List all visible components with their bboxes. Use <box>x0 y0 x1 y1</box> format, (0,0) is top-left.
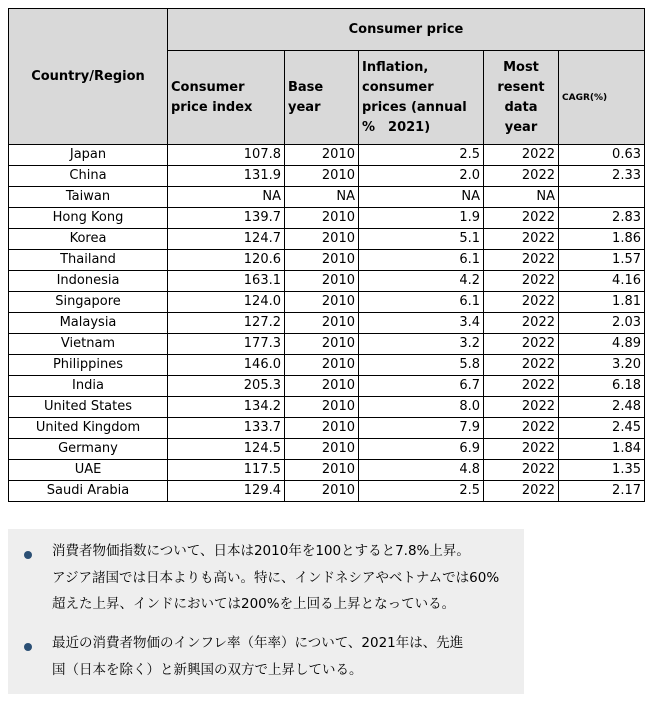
cagr-cell: 1.84 <box>559 439 645 460</box>
data-year-cell: 2022 <box>484 481 559 502</box>
data-year-cell: 2022 <box>484 460 559 481</box>
country-cell: Japan <box>9 145 168 166</box>
cagr-cell: 2.03 <box>559 313 645 334</box>
base-year-cell: 2010 <box>285 397 359 418</box>
table-row <box>9 355 645 376</box>
country-cell: Vietnam <box>9 334 168 355</box>
cpi-cell: 163.1 <box>168 271 285 292</box>
base-year-cell: 2010 <box>285 292 359 313</box>
country-cell: Malaysia <box>9 313 168 334</box>
note-line: アジア諸国では日本よりも高い。特に、インドネシアやベトナムでは60% <box>52 569 500 586</box>
table-row <box>9 166 645 187</box>
note-text <box>52 538 512 618</box>
data-year-cell: 2022 <box>484 229 559 250</box>
inflation-cell: 6.1 <box>359 250 484 271</box>
inflation-cell: 3.4 <box>359 313 484 334</box>
note-line: 消費者物価指数について、日本は2010年を100とすると7.8%上昇。 <box>52 543 470 559</box>
cpi-cell: 133.7 <box>168 418 285 439</box>
cagr-cell: 0.63 <box>559 145 645 166</box>
cagr-cell: 1.35 <box>559 460 645 481</box>
inflation-cell: 8.0 <box>359 397 484 418</box>
country-cell: UAE <box>9 460 168 481</box>
country-region-header: Country/Region <box>9 9 168 145</box>
table-row <box>9 460 645 481</box>
base-year-cell: 2010 <box>285 208 359 229</box>
country-cell: China <box>9 166 168 187</box>
data-year-cell: 2022 <box>484 292 559 313</box>
cpi-cell: 117.5 <box>168 460 285 481</box>
data-year-cell: 2022 <box>484 250 559 271</box>
inflation-cell: 7.9 <box>359 418 484 439</box>
table-row <box>9 439 645 460</box>
country-cell: Philippines <box>9 355 168 376</box>
inflation-cell: 2.5 <box>359 145 484 166</box>
table-row <box>9 397 645 418</box>
cagr-cell: 6.18 <box>559 376 645 397</box>
cpi-cell: 124.0 <box>168 292 285 313</box>
cpi-cell: 107.8 <box>168 145 285 166</box>
table-row <box>9 208 645 229</box>
table-row <box>9 313 645 334</box>
inflation-cell: 6.9 <box>359 439 484 460</box>
country-cell: Germany <box>9 439 168 460</box>
cagr-cell: 2.48 <box>559 397 645 418</box>
data-year-cell: 2022 <box>484 334 559 355</box>
base-year-cell: 2010 <box>285 418 359 439</box>
cpi-cell: 124.5 <box>168 439 285 460</box>
base-year-cell: 2010 <box>285 250 359 271</box>
base-year-cell: 2010 <box>285 166 359 187</box>
base-year-cell: 2010 <box>285 145 359 166</box>
table-row <box>9 250 645 271</box>
data-year-cell: 2022 <box>484 208 559 229</box>
table-row <box>9 292 645 313</box>
note-line: 国（日本を除く）と新興国の双方で上昇している。 <box>52 661 363 678</box>
cagr-cell <box>559 187 645 208</box>
table-row <box>9 334 645 355</box>
column-header-cpi: Consumer price index <box>168 51 285 145</box>
consumer-price-group-header: Consumer price <box>168 9 645 51</box>
cagr-cell: 2.83 <box>559 208 645 229</box>
cagr-cell: 2.17 <box>559 481 645 502</box>
cpi-cell: 127.2 <box>168 313 285 334</box>
cpi-cell: 139.7 <box>168 208 285 229</box>
inflation-cell: 6.1 <box>359 292 484 313</box>
column-header-data-year: Most resent data year <box>484 51 559 145</box>
cpi-cell: 205.3 <box>168 376 285 397</box>
column-header-base-year: Base year <box>285 51 359 145</box>
consumer-price-table <box>8 8 645 502</box>
cpi-cell: NA <box>168 187 285 208</box>
base-year-cell: 2010 <box>285 271 359 292</box>
table-row <box>9 187 645 208</box>
inflation-cell: 4.8 <box>359 460 484 481</box>
inflation-cell: 2.0 <box>359 166 484 187</box>
country-cell: Singapore <box>9 292 168 313</box>
cagr-cell: 4.89 <box>559 334 645 355</box>
inflation-cell: 6.7 <box>359 376 484 397</box>
data-year-cell: 2022 <box>484 397 559 418</box>
country-cell: Thailand <box>9 250 168 271</box>
base-year-cell: 2010 <box>285 376 359 397</box>
cpi-cell: 129.4 <box>168 481 285 502</box>
cpi-cell: 131.9 <box>168 166 285 187</box>
country-cell: Korea <box>9 229 168 250</box>
data-year-cell: 2022 <box>484 271 559 292</box>
inflation-cell: 1.9 <box>359 208 484 229</box>
base-year-cell: NA <box>285 187 359 208</box>
bullet-icon <box>24 551 32 559</box>
country-cell: United States <box>9 397 168 418</box>
inflation-cell: NA <box>359 187 484 208</box>
bullet-icon <box>24 643 32 651</box>
cagr-cell: 3.20 <box>559 355 645 376</box>
cagr-cell: 2.33 <box>559 166 645 187</box>
cpi-cell: 177.3 <box>168 334 285 355</box>
data-year-cell: 2022 <box>484 145 559 166</box>
notes-box <box>8 529 524 694</box>
table-row <box>9 145 645 166</box>
note-line: 超えた上昇、インドにおいては200%を上回る上昇となっている。 <box>52 596 456 612</box>
base-year-cell: 2010 <box>285 460 359 481</box>
data-year-cell: NA <box>484 187 559 208</box>
base-year-cell: 2010 <box>285 481 359 502</box>
country-cell: Taiwan <box>9 187 168 208</box>
cagr-cell: 1.81 <box>559 292 645 313</box>
country-cell: Hong Kong <box>9 208 168 229</box>
cagr-cell: 2.45 <box>559 418 645 439</box>
inflation-cell: 3.2 <box>359 334 484 355</box>
cagr-cell: 1.86 <box>559 229 645 250</box>
base-year-cell: 2010 <box>285 355 359 376</box>
country-cell: India <box>9 376 168 397</box>
base-year-cell: 2010 <box>285 439 359 460</box>
column-header-cagr: CAGR(%) <box>559 51 645 145</box>
inflation-cell: 5.8 <box>359 355 484 376</box>
cpi-cell: 120.6 <box>168 250 285 271</box>
data-year-cell: 2022 <box>484 166 559 187</box>
table-row <box>9 229 645 250</box>
country-cell: Saudi Arabia <box>9 481 168 502</box>
inflation-cell: 2.5 <box>359 481 484 502</box>
cagr-cell: 4.16 <box>559 271 645 292</box>
inflation-cell: 4.2 <box>359 271 484 292</box>
data-year-cell: 2022 <box>484 376 559 397</box>
table-row <box>9 418 645 439</box>
country-cell: United Kingdom <box>9 418 168 439</box>
note-line: 最近の消費者物価のインフレ率（年率）について、2021年は、先進 <box>52 635 464 651</box>
cpi-cell: 134.2 <box>168 397 285 418</box>
base-year-cell: 2010 <box>285 313 359 334</box>
cpi-cell: 146.0 <box>168 355 285 376</box>
note-text <box>52 630 512 683</box>
base-year-cell: 2010 <box>285 334 359 355</box>
base-year-cell: 2010 <box>285 229 359 250</box>
data-year-cell: 2022 <box>484 418 559 439</box>
data-year-cell: 2022 <box>484 355 559 376</box>
table-row <box>9 481 645 502</box>
table-row <box>9 271 645 292</box>
column-header-inflation: Inflation, consumer prices (annual % 2021) <box>359 51 484 145</box>
inflation-cell: 5.1 <box>359 229 484 250</box>
table-body <box>9 145 645 502</box>
cpi-cell: 124.7 <box>168 229 285 250</box>
data-year-cell: 2022 <box>484 439 559 460</box>
country-cell: Indonesia <box>9 271 168 292</box>
data-year-cell: 2022 <box>484 313 559 334</box>
table-row <box>9 376 645 397</box>
cagr-cell: 1.57 <box>559 250 645 271</box>
